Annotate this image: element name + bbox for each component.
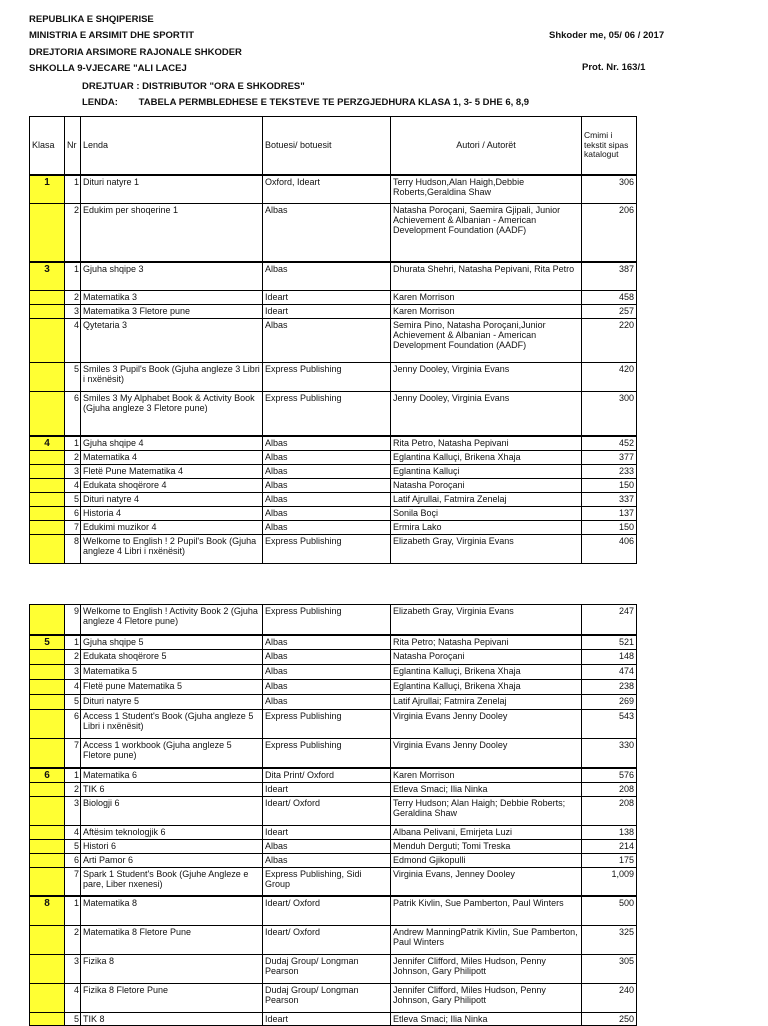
cell-nr: 5 [65, 695, 81, 710]
cell-botuesi: Express Publishing [263, 710, 391, 739]
cell-cmimi: 543 [582, 710, 637, 739]
cell-cmimi: 208 [582, 782, 637, 796]
cell-cmimi: 420 [582, 363, 637, 392]
cell-autori: Etleva Smaci; Ilia Ninka [391, 782, 582, 796]
cell-botuesi: Albas [263, 436, 391, 451]
cell-cmimi: 238 [582, 680, 637, 695]
cell-nr: 7 [65, 867, 81, 896]
cell-botuesi: Albas [263, 204, 391, 262]
cell-klasa [30, 853, 65, 867]
cell-lenda: TIK 6 [81, 782, 263, 796]
cell-klasa: 5 [30, 635, 65, 650]
cell-cmimi: 330 [582, 739, 637, 768]
cell-klasa [30, 710, 65, 739]
cell-autori: Dhurata Shehri, Natasha Pepivani, Rita Petro [391, 262, 582, 291]
cell-autori: Rita Petro; Natasha Pepivani [391, 635, 582, 650]
cell-klasa: 1 [30, 175, 65, 204]
cell-klasa [30, 363, 65, 392]
cell-lenda: Matematika 3 Fletore pune [81, 305, 263, 319]
table-row [30, 768, 637, 783]
cell-nr: 8 [65, 534, 81, 563]
cell-autori: Latif Ajrullai, Fatmira Zenelaj [391, 492, 582, 506]
cell-klasa [30, 450, 65, 464]
cell-botuesi: Albas [263, 492, 391, 506]
cell-nr: 2 [65, 450, 81, 464]
table-row [30, 896, 637, 925]
cell-klasa [30, 782, 65, 796]
cell-nr: 6 [65, 853, 81, 867]
cell-klasa [30, 739, 65, 768]
cell-lenda: Historia 4 [81, 506, 263, 520]
subject-line [82, 95, 529, 111]
col-header-klasa: Klasa [30, 117, 65, 175]
cell-lenda: Edukata shoqërore 4 [81, 478, 263, 492]
cell-klasa [30, 319, 65, 363]
cell-lenda: Edukimi muzikor 4 [81, 520, 263, 534]
cell-autori: Natasha Poroçani, Saemira Gjipali, Junior Achievement & Albanian - American Development Foundation (AADF) [391, 204, 582, 262]
cell-autori: Jennifer Clifford, Miles Hudson, Penny Johnson, Gary Philipott [391, 954, 582, 983]
cell-lenda: TIK 8 [81, 1012, 263, 1025]
cell-lenda: Matematika 3 [81, 291, 263, 305]
table-row [30, 983, 637, 1012]
cell-autori: Jenny Dooley, Virginia Evans [391, 363, 582, 392]
cell-autori: Eglantina Kalluçi, Brikena Xhaja [391, 665, 582, 680]
cell-cmimi: 138 [582, 825, 637, 839]
cell-lenda: Matematika 4 [81, 450, 263, 464]
table-row [30, 853, 637, 867]
cell-cmimi: 452 [582, 436, 637, 451]
cell-autori: Virginia Evans Jenny Dooley [391, 710, 582, 739]
table-row [30, 867, 637, 896]
table-row [30, 605, 637, 635]
cell-nr: 6 [65, 392, 81, 436]
cell-nr: 5 [65, 1012, 81, 1025]
table-row [30, 710, 637, 739]
cell-lenda: Dituri natyre 4 [81, 492, 263, 506]
cell-cmimi: 240 [582, 983, 637, 1012]
cell-klasa [30, 478, 65, 492]
cell-nr: 4 [65, 983, 81, 1012]
cell-autori: Natasha Poroçani [391, 650, 582, 665]
cell-cmimi: 150 [582, 520, 637, 534]
cell-cmimi: 233 [582, 464, 637, 478]
cell-botuesi: Ideart [263, 1012, 391, 1025]
cell-botuesi: Albas [263, 695, 391, 710]
cell-klasa [30, 204, 65, 262]
cell-lenda: Arti Pamor 6 [81, 853, 263, 867]
cell-nr: 4 [65, 680, 81, 695]
cell-lenda: Qytetaria 3 [81, 319, 263, 363]
textbook-table-page1 [29, 116, 637, 564]
table-row [30, 680, 637, 695]
cell-cmimi: 377 [582, 450, 637, 464]
cell-lenda: Aftësim teknologjik 6 [81, 825, 263, 839]
cell-autori: Karen Morrison [391, 305, 582, 319]
cell-klasa [30, 796, 65, 825]
cell-klasa: 8 [30, 896, 65, 925]
protocol-number: Prot. Nr. 163/1 [582, 62, 646, 73]
cell-autori: Terry Hudson; Alan Haigh; Debbie Roberts; Geraldina Shaw [391, 796, 582, 825]
cell-lenda: Access 1 workbook (Gjuha angleze 5 Fletore pune) [81, 739, 263, 768]
table-row [30, 450, 637, 464]
cell-autori: Eglantina Kalluçi, Brikena Xhaja [391, 680, 582, 695]
cell-klasa [30, 1012, 65, 1025]
cell-klasa [30, 464, 65, 478]
cell-cmimi: 214 [582, 839, 637, 853]
cell-autori: Karen Morrison [391, 768, 582, 783]
cell-nr: 6 [65, 506, 81, 520]
cell-klasa [30, 825, 65, 839]
cell-botuesi: Albas [263, 520, 391, 534]
cell-lenda: Gjuha shqipe 3 [81, 262, 263, 291]
cell-cmimi: 521 [582, 635, 637, 650]
cell-autori: Jenny Dooley, Virginia Evans [391, 392, 582, 436]
cell-cmimi: 220 [582, 319, 637, 363]
table-row [30, 291, 637, 305]
cell-cmimi: 1,009 [582, 867, 637, 896]
cell-lenda: Gjuha shqipe 4 [81, 436, 263, 451]
school-header [29, 12, 242, 77]
cell-nr: 1 [65, 175, 81, 204]
table-row [30, 695, 637, 710]
cell-klasa [30, 305, 65, 319]
table-row [30, 665, 637, 680]
cell-botuesi: Ideart [263, 305, 391, 319]
cell-botuesi: Ideart [263, 825, 391, 839]
cell-botuesi: Albas [263, 853, 391, 867]
cell-botuesi: Express Publishing [263, 392, 391, 436]
subject-text: TABELA PERMBLEDHESE E TEKSTEVE TE PERZGJEDHURA KLASA 1, 3- 5 DHE 6, 8,9 [138, 97, 530, 108]
cell-cmimi: 306 [582, 175, 637, 204]
cell-autori: Sonila Boçi [391, 506, 582, 520]
cell-lenda: Welkome to English ! Activity Book 2 (Gjuha angleze 4 Fletore pune) [81, 605, 263, 635]
cell-botuesi: Albas [263, 506, 391, 520]
cell-nr: 5 [65, 492, 81, 506]
cell-botuesi: Express Publishing [263, 363, 391, 392]
cell-nr: 1 [65, 896, 81, 925]
cell-autori: Menduh Derguti; Tomi Treska [391, 839, 582, 853]
cell-botuesi: Albas [263, 680, 391, 695]
col-header-cmimi: Cmimi i tekstit sipas katalogut [582, 117, 637, 175]
cell-botuesi: Albas [263, 450, 391, 464]
table-row [30, 954, 637, 983]
cell-klasa [30, 534, 65, 563]
cell-nr: 2 [65, 925, 81, 954]
table-row [30, 1012, 637, 1025]
table-row [30, 534, 637, 563]
cell-nr: 5 [65, 839, 81, 853]
header-line-directorate: DREJTORIA ARSIMORE RAJONALE SHKODER [29, 46, 242, 58]
cell-klasa [30, 650, 65, 665]
cell-botuesi: Dudaj Group/ Longman Pearson [263, 983, 391, 1012]
cell-lenda: Edukim per shoqerine 1 [81, 204, 263, 262]
cell-klasa [30, 925, 65, 954]
cell-nr: 9 [65, 605, 81, 635]
cell-lenda: Fletë Pune Matematika 4 [81, 464, 263, 478]
cell-nr: 6 [65, 710, 81, 739]
cell-nr: 2 [65, 650, 81, 665]
cell-botuesi: Albas [263, 478, 391, 492]
cell-lenda: Biologji 6 [81, 796, 263, 825]
cell-nr: 2 [65, 291, 81, 305]
cell-nr: 4 [65, 319, 81, 363]
table-row [30, 739, 637, 768]
cell-autori: Elizabeth Gray, Virginia Evans [391, 534, 582, 563]
cell-cmimi: 474 [582, 665, 637, 680]
cell-botuesi: Ideart/ Oxford [263, 896, 391, 925]
cell-botuesi: Albas [263, 665, 391, 680]
cell-cmimi: 175 [582, 853, 637, 867]
table-row [30, 175, 637, 204]
cell-lenda: Matematika 6 [81, 768, 263, 783]
cell-botuesi: Oxford, Ideart [263, 175, 391, 204]
cell-lenda: Fletë pune Matematika 5 [81, 680, 263, 695]
cell-lenda: Smiles 3 Pupil's Book (Gjuha angleze 3 Libri i nxënësit) [81, 363, 263, 392]
table-row [30, 204, 637, 262]
cell-lenda: Matematika 8 [81, 896, 263, 925]
cell-autori: Rita Petro, Natasha Pepivani [391, 436, 582, 451]
cell-klasa [30, 291, 65, 305]
cell-klasa [30, 506, 65, 520]
cell-klasa [30, 695, 65, 710]
cell-nr: 7 [65, 739, 81, 768]
cell-nr: 3 [65, 464, 81, 478]
cell-lenda: Dituri natyre 5 [81, 695, 263, 710]
table-row [30, 492, 637, 506]
cell-botuesi: Ideart/ Oxford [263, 796, 391, 825]
header-line-school: SHKOLLA 9-VJECARE "ALI LACEJ [29, 62, 187, 74]
cell-autori: Andrew ManningPatrik Kivlin, Sue Pamberton, Paul Winters [391, 925, 582, 954]
cell-autori: Eglantina Kalluçi, Brikena Xhaja [391, 450, 582, 464]
table-row [30, 506, 637, 520]
recipient-line: DREJTUAR : DISTRIBUTOR "ORA E SHKODRES" [82, 81, 305, 92]
cell-botuesi: Express Publishing [263, 739, 391, 768]
cell-cmimi: 257 [582, 305, 637, 319]
col-header-lenda: Lenda [81, 117, 263, 175]
cell-cmimi: 247 [582, 605, 637, 635]
cell-nr: 1 [65, 635, 81, 650]
col-header-botuesi: Botuesi/ botuesit [263, 117, 391, 175]
cell-nr: 1 [65, 262, 81, 291]
table-row [30, 635, 637, 650]
cell-lenda: Matematika 5 [81, 665, 263, 680]
header-line-republic: REPUBLIKA E SHQIPERISE [29, 14, 154, 25]
cell-cmimi: 337 [582, 492, 637, 506]
cell-autori: Eglantina Kalluçi [391, 464, 582, 478]
cell-klasa: 4 [30, 436, 65, 451]
cell-klasa [30, 392, 65, 436]
cell-klasa [30, 492, 65, 506]
cell-autori: Ermira Lako [391, 520, 582, 534]
table-row [30, 478, 637, 492]
cell-autori: Etleva Smaci; Ilia Ninka [391, 1012, 582, 1025]
table-header-row [30, 117, 637, 175]
cell-nr: 4 [65, 478, 81, 492]
table-row [30, 392, 637, 436]
table-row [30, 650, 637, 665]
cell-cmimi: 406 [582, 534, 637, 563]
cell-klasa [30, 867, 65, 896]
col-header-autori: Autori / Autorët [391, 117, 582, 175]
cell-botuesi: Ideart [263, 291, 391, 305]
cell-nr: 1 [65, 436, 81, 451]
cell-klasa [30, 954, 65, 983]
cell-lenda: Access 1 Student's Book (Gjuha angleze 5 Libri i nxënësit) [81, 710, 263, 739]
cell-botuesi: Albas [263, 839, 391, 853]
cell-botuesi: Albas [263, 650, 391, 665]
cell-cmimi: 576 [582, 768, 637, 783]
cell-autori: Semira Pino, Natasha Poroçani,Junior Achievement & Albanian - American Development Foundation (AADF) [391, 319, 582, 363]
subject-label: LENDA: [82, 97, 118, 108]
table-row [30, 839, 637, 853]
cell-nr: 2 [65, 782, 81, 796]
cell-autori: Natasha Poroçani [391, 478, 582, 492]
cell-autori: Latif Ajrullai; Fatmira Zenelaj [391, 695, 582, 710]
cell-klasa [30, 680, 65, 695]
cell-cmimi: 208 [582, 796, 637, 825]
cell-botuesi: Dita Print/ Oxford [263, 768, 391, 783]
col-header-nr: Nr [65, 117, 81, 175]
cell-autori: Terry Hudson,Alan Haigh,Debbie Roberts,Geraldina Shaw [391, 175, 582, 204]
cell-autori: Elizabeth Gray, Virginia Evans [391, 605, 582, 635]
cell-klasa [30, 983, 65, 1012]
cell-lenda: Edukata shoqërore 5 [81, 650, 263, 665]
cell-botuesi: Albas [263, 635, 391, 650]
table-row [30, 825, 637, 839]
cell-cmimi: 325 [582, 925, 637, 954]
cell-klasa [30, 605, 65, 635]
header-line-ministry: MINISTRIA E ARSIMIT DHE SPORTIT [29, 30, 195, 42]
table-row [30, 305, 637, 319]
textbook-table-page2 [29, 604, 637, 1026]
cell-autori: Karen Morrison [391, 291, 582, 305]
cell-botuesi: Albas [263, 262, 391, 291]
table-row [30, 796, 637, 825]
document-date: Shkoder me, 05/ 06 / 2017 [549, 30, 665, 41]
cell-lenda: Fizika 8 [81, 954, 263, 983]
cell-botuesi: Express Publishing [263, 605, 391, 635]
cell-lenda: Matematika 8 Fletore Pune [81, 925, 263, 954]
table-row [30, 925, 637, 954]
cell-autori: Virginia Evans Jenny Dooley [391, 739, 582, 768]
cell-cmimi: 269 [582, 695, 637, 710]
cell-lenda: Smiles 3 My Alphabet Book & Activity Book (Gjuha angleze 3 Fletore pune) [81, 392, 263, 436]
cell-nr: 2 [65, 204, 81, 262]
cell-lenda: Spark 1 Student's Book (Gjuhe Angleze e pare, Liber nxenesi) [81, 867, 263, 896]
cell-botuesi: Express Publishing [263, 534, 391, 563]
cell-botuesi: Ideart [263, 782, 391, 796]
cell-lenda: Welkome to English ! 2 Pupil's Book (Gjuha angleze 4 Libri i nxënësit) [81, 534, 263, 563]
cell-klasa [30, 665, 65, 680]
table-row [30, 782, 637, 796]
table-row [30, 262, 637, 291]
table-row [30, 464, 637, 478]
cell-autori: Virginia Evans, Jenney Dooley [391, 867, 582, 896]
cell-botuesi: Express Publishing, Sidi Group [263, 867, 391, 896]
cell-klasa: 3 [30, 262, 65, 291]
cell-autori: Patrik Kivlin, Sue Pamberton, Paul Winters [391, 896, 582, 925]
cell-autori: Albana Pelivani, Emirjeta Luzi [391, 825, 582, 839]
cell-klasa [30, 839, 65, 853]
cell-autori: Edmond Gjikopulli [391, 853, 582, 867]
cell-lenda: Gjuha shqipe 5 [81, 635, 263, 650]
cell-klasa: 6 [30, 768, 65, 783]
cell-nr: 3 [65, 665, 81, 680]
cell-cmimi: 300 [582, 392, 637, 436]
cell-cmimi: 387 [582, 262, 637, 291]
cell-cmimi: 250 [582, 1012, 637, 1025]
cell-cmimi: 137 [582, 506, 637, 520]
cell-nr: 7 [65, 520, 81, 534]
cell-cmimi: 305 [582, 954, 637, 983]
cell-nr: 1 [65, 768, 81, 783]
table-row [30, 363, 637, 392]
cell-cmimi: 148 [582, 650, 637, 665]
cell-nr: 3 [65, 954, 81, 983]
cell-nr: 3 [65, 305, 81, 319]
cell-lenda: Dituri natyre 1 [81, 175, 263, 204]
cell-botuesi: Dudaj Group/ Longman Pearson [263, 954, 391, 983]
cell-lenda: Histori 6 [81, 839, 263, 853]
cell-botuesi: Albas [263, 464, 391, 478]
table-row [30, 436, 637, 451]
cell-cmimi: 500 [582, 896, 637, 925]
cell-botuesi: Albas [263, 319, 391, 363]
cell-autori: Jennifer Clifford, Miles Hudson, Penny Johnson, Gary Philipott [391, 983, 582, 1012]
cell-cmimi: 458 [582, 291, 637, 305]
cell-klasa [30, 520, 65, 534]
cell-nr: 4 [65, 825, 81, 839]
cell-nr: 3 [65, 796, 81, 825]
cell-cmimi: 150 [582, 478, 637, 492]
cell-botuesi: Ideart/ Oxford [263, 925, 391, 954]
cell-nr: 5 [65, 363, 81, 392]
cell-lenda: Fizika 8 Fletore Pune [81, 983, 263, 1012]
table-row [30, 319, 637, 363]
cell-cmimi: 206 [582, 204, 637, 262]
table-row [30, 520, 637, 534]
